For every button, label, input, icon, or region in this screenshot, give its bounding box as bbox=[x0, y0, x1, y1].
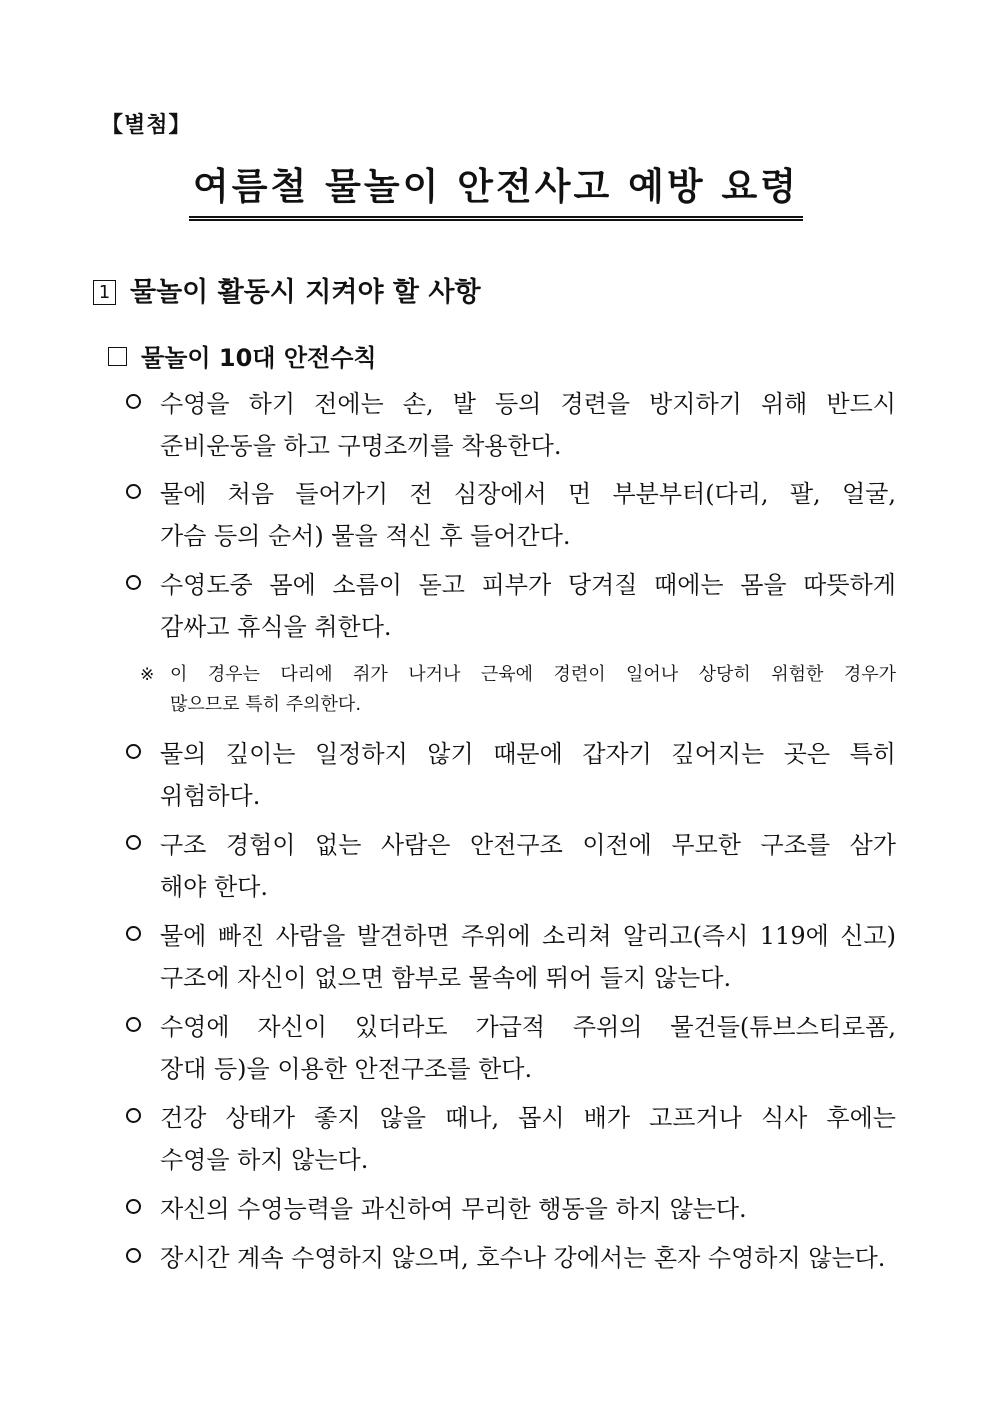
section-number-box: 1 bbox=[93, 280, 116, 305]
square-bullet-icon bbox=[108, 347, 127, 366]
rule-line: 물의 깊이는 일정하지 않기 때문에 갑자기 깊어지는 곳은 특히 bbox=[160, 740, 896, 768]
rule-line: 해야 한다. bbox=[160, 873, 268, 901]
page-title: 여름철 물놀이 안전사고 예방 요령 bbox=[189, 156, 803, 221]
rule-item-1 bbox=[126, 383, 896, 467]
rule-line: 장시간 계속 수영하지 않으며, 호수나 강에서는 혼자 수영하지 않는다. bbox=[160, 1244, 886, 1272]
rule-line: 가슴 등의 순서) 물을 적신 후 들어간다. bbox=[160, 522, 571, 550]
subsection-heading bbox=[108, 338, 377, 373]
circle-bullet-icon bbox=[126, 926, 141, 941]
circle-bullet-icon bbox=[126, 744, 141, 759]
rule-line: 구조에 자신이 없으면 함부로 물속에 뛰어 들지 않는다. bbox=[160, 964, 732, 992]
rule-line: 준비운동을 하고 구명조끼를 착용한다. bbox=[160, 432, 562, 460]
rule-line: 감싸고 휴식을 취한다. bbox=[160, 613, 392, 641]
rule-item-5 bbox=[126, 824, 896, 908]
circle-bullet-icon bbox=[126, 1248, 141, 1263]
rule-line: 물에 처음 들어가기 전 심장에서 먼 부분부터(다리, 팔, 얼굴, bbox=[160, 480, 896, 508]
note-line: 이 경우는 다리에 쥐가 나거나 근육에 경련이 일어나 상당히 위험한 경우가 bbox=[170, 664, 896, 685]
note-line: 많으므로 특히 주의한다. bbox=[170, 694, 362, 715]
circle-bullet-icon bbox=[126, 1199, 141, 1214]
rule-line: 물에 빠진 사람을 발견하면 주위에 소리쳐 알리고(즉시 119에 신고) bbox=[160, 922, 896, 950]
circle-bullet-icon bbox=[126, 1017, 141, 1032]
rule-item-9 bbox=[126, 1188, 896, 1230]
rule-line: 건강 상태가 좋지 않을 때나, 몹시 배가 고프거나 식사 후에는 bbox=[160, 1104, 896, 1132]
rule-line: 수영도중 몸에 소름이 돋고 피부가 당겨질 때에는 몸을 따뜻하게 bbox=[160, 571, 896, 599]
circle-bullet-icon bbox=[126, 394, 141, 409]
attachment-label: 【별첨】 bbox=[101, 113, 192, 138]
rule-line: 수영에 자신이 있더라도 가급적 주위의 물건들(튜브스티로폼, bbox=[160, 1013, 896, 1041]
rule-item-2 bbox=[126, 473, 896, 557]
subsection-heading-text: 물놀이 10대 안전수칙 bbox=[141, 344, 377, 372]
rule-line: 장대 등)을 이용한 안전구조를 한다. bbox=[160, 1055, 533, 1083]
circle-bullet-icon bbox=[126, 484, 141, 499]
rule-line: 위험하다. bbox=[160, 782, 261, 810]
rule-item-8 bbox=[126, 1097, 896, 1181]
rule-line: 구조 경험이 없는 사람은 안전구조 이전에 무모한 구조를 삼가 bbox=[160, 831, 896, 859]
note bbox=[140, 660, 896, 720]
rule-line: 자신의 수영능력을 과신하여 무리한 행동을 하지 않는다. bbox=[160, 1195, 747, 1223]
rule-item-7 bbox=[126, 1006, 896, 1090]
circle-bullet-icon bbox=[126, 575, 141, 590]
rule-item-3 bbox=[126, 564, 896, 648]
rule-item-10 bbox=[126, 1237, 896, 1279]
reference-mark-icon: ※ bbox=[140, 665, 155, 685]
title-container bbox=[0, 156, 992, 221]
section-heading-text: 물놀이 활동시 지켜야 할 사항 bbox=[130, 277, 481, 308]
rule-item-4 bbox=[126, 733, 896, 817]
circle-bullet-icon bbox=[126, 1108, 141, 1123]
circle-bullet-icon bbox=[126, 835, 141, 850]
section-heading bbox=[93, 270, 481, 309]
rule-line: 수영을 하지 않는다. bbox=[160, 1146, 369, 1174]
rule-item-6 bbox=[126, 915, 896, 999]
rule-line: 수영을 하기 전에는 손, 발 등의 경련을 방지하기 위해 반드시 bbox=[160, 390, 896, 418]
